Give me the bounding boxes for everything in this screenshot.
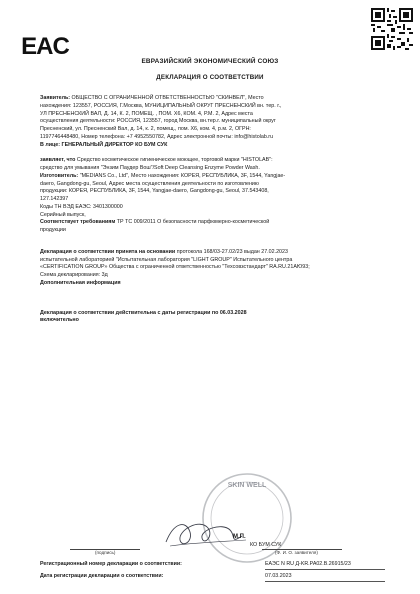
applicant-label: Заявитель: [40,95,71,101]
maker-text-1: "MEDIANS Co., Ltd", Место нахождения: КОРЕЯ, РЕСПУБЛИКА, 3F, 1544, Yangjae- [78,172,286,179]
stamp-text: SKIN WELL [227,482,267,489]
applicant-line-4: осуществления деятельности: РОССИЯ, 123557, город Москва, вн.тер.г. муниципальный округ [40,118,276,125]
applicant-line-3: УЛ ПРЕСНЕНСКИЙ ВАЛ, Д. 14, К. 2, ПОМЕЩ. , ПОМ. Х6, КОМ. 4, Р.М. 2, Адрес места [40,110,253,117]
maker-line-2: daero, Gangdong-gu, Seoul, Адрес места осуществления деятельности по изготовлению [40,180,259,187]
product-line-1 [40,157,390,165]
applicant-person [40,142,390,150]
applicant-line-6: 1197746448480, Номер телефона: +7 4952550782, Адрес электронной почты: info@histolab.ru [40,133,274,140]
basis-label: Декларация о соответствии принята на основании [40,248,176,255]
validity-line-1: Декларация о соответствии действительна с даты регистрации по 06.03.2028 [40,309,247,316]
eac-logo-text: EAC [21,33,69,60]
maker-line-3: продукции: КОРЕЯ, РЕСПУБЛИКА, 3F, 1544, Yangjae-daero, Gangdong-gu, Seoul, 37.543408, [40,188,269,195]
basis-line-1 [40,249,390,257]
applicant-line-1 [40,95,390,103]
tnved-code: Коды ТН ВЭД ЕАЭС: 3401300000 [40,203,123,210]
maker-line-1 [40,173,390,181]
spacer [40,288,390,310]
basis-line-3: «CERTIFICATION GROUP» Общества с ограниченной ответственностью "Техсовзстандарт" RA.RU.21АЮ93; [40,264,310,271]
handwritten-signature [160,512,250,554]
person-label: В лице: [40,141,61,148]
additional-info-label: Дополнительная информация [40,279,121,286]
eac-logo [21,28,69,60]
signer-name: КО БУМ СУК [250,542,282,548]
registration-number-row [40,561,385,567]
registration-date: 07.03.2023 [265,573,292,579]
requirements-text-1: ТР ТС 009/2011 О безопасности парфюмерно-косметической [115,219,270,226]
registration-date-row [40,573,385,579]
person-name: ГЕНЕРАЛЬНЫЙ ДИРЕКТОР КО БУМ СУК [60,141,168,148]
stamp-place-label: М.П. [233,534,246,540]
signature-caption: (подпись) [95,550,116,555]
validity-line-2: включительно [40,317,79,324]
product-text-1: Средство косметическое гигиеническое моющее, торговой марки "HISTOLAB": [75,157,273,164]
product-line-2: средство для умывания "Энзим Паудер Вош"/Soft Deep Cleansing Enzyme Powder Wash. [40,165,260,171]
name-caption: (Ф. И. О. заявителя) [275,550,318,555]
registration-number-underline [265,569,385,570]
product-label: заявляет, что [40,157,76,164]
header-union-title: ЕВРАЗИЙСКИЙ ЭКОНОМИЧЕСКИЙ СОЮЗ [141,58,279,65]
declaration-body [40,95,390,325]
registration-date-label: Дата регистрации декларации о соответствии: [40,573,164,579]
registration-number: ЕАЭС N RU Д-KR.РА02.В.26915/23 [265,561,351,567]
requirements-line-1 [40,219,390,227]
maker-line-4: 127.142397 [40,196,69,202]
basis-line-4: Схема декларирования: 3д [40,272,108,278]
applicant-line-5: Пресненский, ул. Пресненский Вал, д. 14, к. 2, помещ., пом. Х6, ком. 4, р.м. 2, ОГРН: [40,126,251,132]
applicant-line-2: нахождения: 123557, РОССИЯ, Г.Москва, МУНИЦИПАЛЬНЫЙ ОКРУГ ПРЕСНЕНСКИЙ вн. тер. г., [40,102,282,109]
serial-release: Серийный выпуск, [40,211,86,218]
requirements-line-2: продукции [40,227,66,233]
header-declaration-title: ДЕКЛАРАЦИЯ О СООТВЕТСТВИИ [156,74,264,81]
basis-line-2: испытательной лабораторией "Испытательная лаборатория "LIGHT GROUP" Испытательного центра [40,256,293,263]
registration-date-underline [265,581,385,582]
registration-number-label: Регистрационный номер декларации о соответствии: [40,561,182,567]
requirements-label: Соответствует требованиям [40,219,116,226]
maker-label: Изготовитель: [40,172,79,179]
applicant-text-1: ОБЩЕСТВО С ОГРАНИЧЕННОЙ ОТВЕТСТВЕННОСТЬЮ "СКИНВЕЛ", Место [70,95,264,101]
qr-code-icon [371,8,413,50]
spacer [40,235,390,249]
basis-text-1: протокола 168/03-27.02/23 выдан 27.02.2023 [175,248,288,255]
